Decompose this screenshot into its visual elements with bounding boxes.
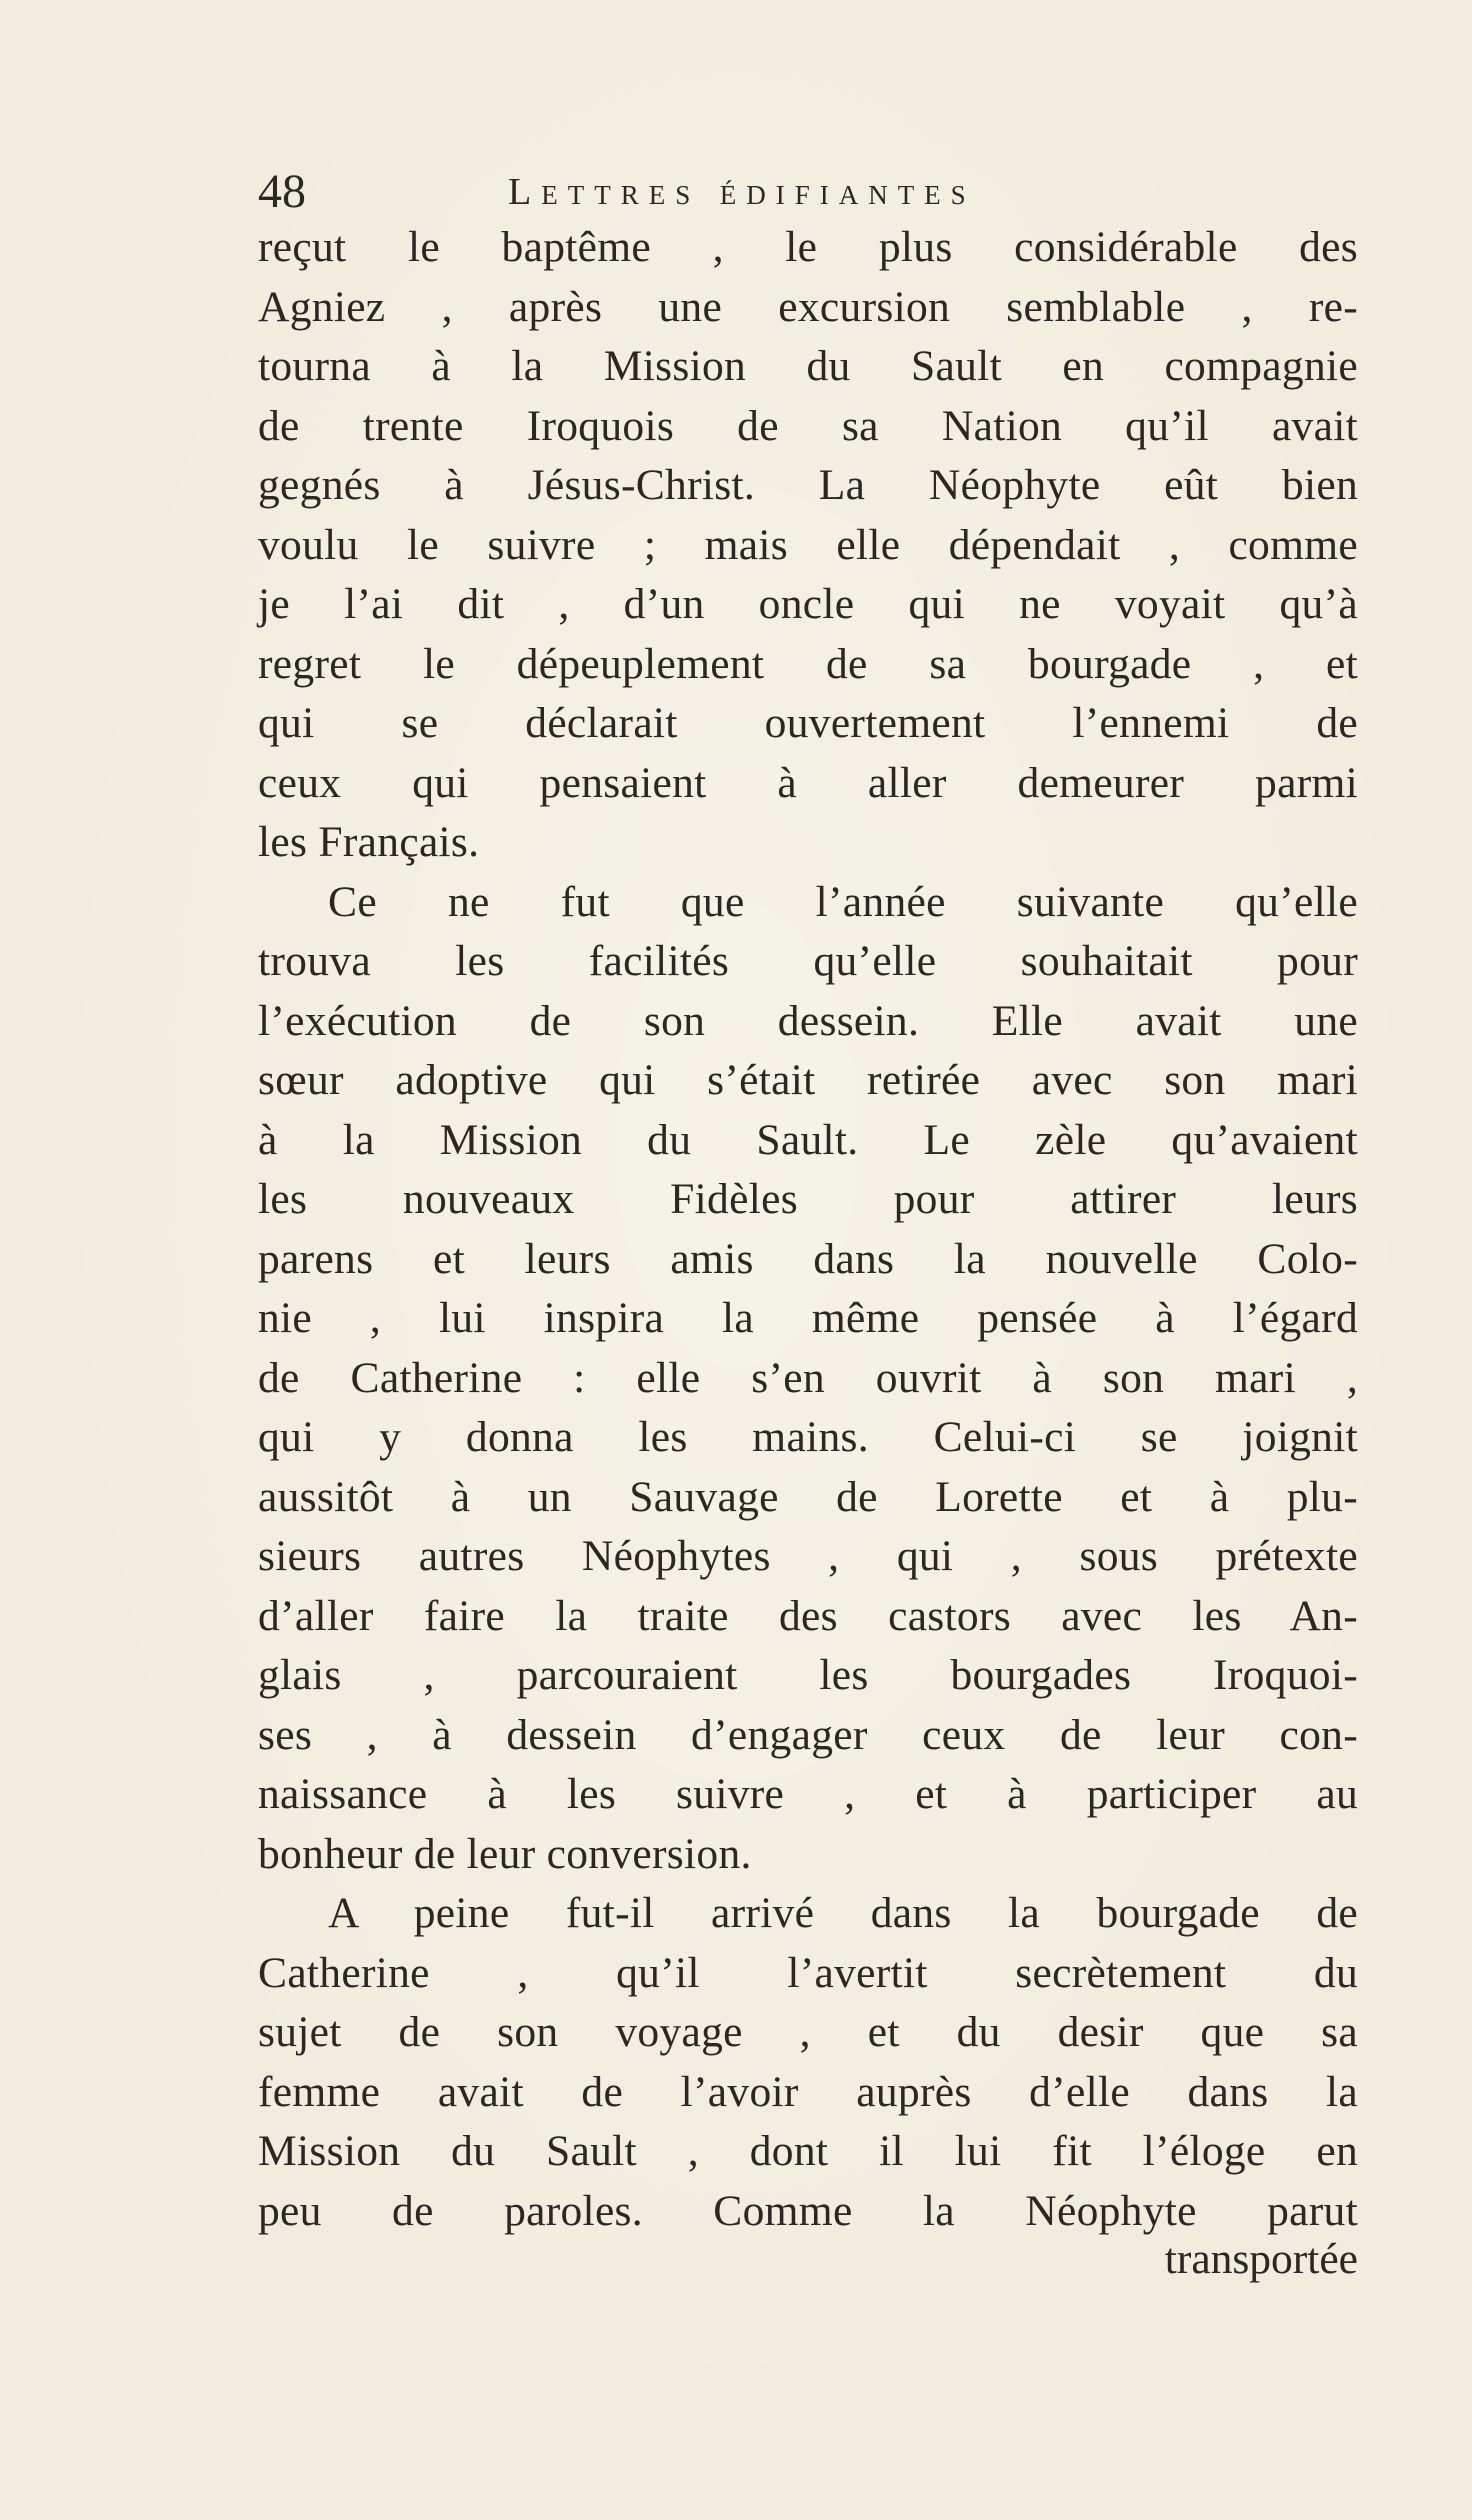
text-line: de trente Iroquois de sa Nation qu’il avait <box>258 401 1358 450</box>
text-line: tourna à la Mission du Sault en compagnie <box>258 342 1358 390</box>
text-line: l’exécution de son dessein. Elle avait une <box>258 996 1358 1045</box>
text-line: sieurs autres Néophytes , qui , sous prétexte <box>258 1532 1358 1580</box>
text-line: peu de paroles. Comme la Néophyte parut <box>258 2186 1358 2235</box>
text-line: femme avait de l’avoir auprès d’elle dans la <box>258 2067 1358 2116</box>
text-line: sœur adoptive qui s’était retirée avec son mari <box>258 1056 1358 1104</box>
text-line: glais , parcouraient les bourgades Iroquoi- <box>258 1651 1358 1699</box>
text-line: les Français. <box>258 818 480 866</box>
text-line: voulu le suivre ; mais elle dépendait , comme <box>258 520 1358 569</box>
text-line: Catherine , qu’il l’avertit secrètement du <box>258 1948 1358 1997</box>
text-line: qui y donna les mains. Celui-ci se joignit <box>258 1413 1358 1461</box>
text-line: je l’ai dit , d’un oncle qui ne voyait qu’à <box>258 580 1358 628</box>
text-line: ceux qui pensaient à aller demeurer parmi <box>258 758 1358 807</box>
text-line: regret le dépeuplement de sa bourgade , et <box>258 639 1358 688</box>
text-line: nie , lui inspira la même pensée à l’égard <box>258 1294 1358 1342</box>
text-line: sujet de son voyage , et du desir que sa <box>258 2008 1358 2056</box>
text-line: ses , à dessein d’engager ceux de leur con- <box>258 1710 1358 1759</box>
text-line: d’aller faire la traite des castors avec les An- <box>258 1591 1358 1640</box>
running-title: Lettres édifiantes <box>508 171 976 213</box>
catchword: transportée <box>1164 2235 1358 2283</box>
text-line: les nouveaux Fidèles pour attirer leurs <box>258 1175 1358 1223</box>
text-line: Mission du Sault , dont il lui fit l’éloge en <box>258 2127 1358 2175</box>
text-line: naissance à les suivre , et à participer au <box>258 1770 1358 1818</box>
text-line: trouva les facilités qu’elle souhaitait pour <box>258 937 1358 985</box>
text-line: à la Mission du Sault. Le zèle qu’avaient <box>258 1115 1358 1164</box>
text-line: reçut le baptême , le plus considérable des <box>258 223 1358 271</box>
text-line: aussitôt à un Sauvage de Lorette et à plu- <box>258 1472 1358 1521</box>
text-line: Agniez , après une excursion semblable , re- <box>258 282 1358 331</box>
text-line: de Catherine : elle s’en ouvrit à son mari , <box>258 1353 1358 1402</box>
text-line: A peine fut-il arrivé dans la bourgade de <box>328 1889 1358 1937</box>
text-line: bonheur de leur conversion. <box>258 1829 752 1878</box>
text-line: parens et leurs amis dans la nouvelle Colo- <box>258 1234 1358 1283</box>
text-line: Ce ne fut que l’année suivante qu’elle <box>328 877 1358 926</box>
running-head <box>258 162 1358 224</box>
text-line: qui se déclarait ouvertement l’ennemi de <box>258 699 1358 747</box>
page-number: 48 <box>258 165 306 218</box>
text-body <box>258 218 1358 2241</box>
text-line: gegnés à Jésus-Christ. La Néophyte eût bien <box>258 461 1358 509</box>
